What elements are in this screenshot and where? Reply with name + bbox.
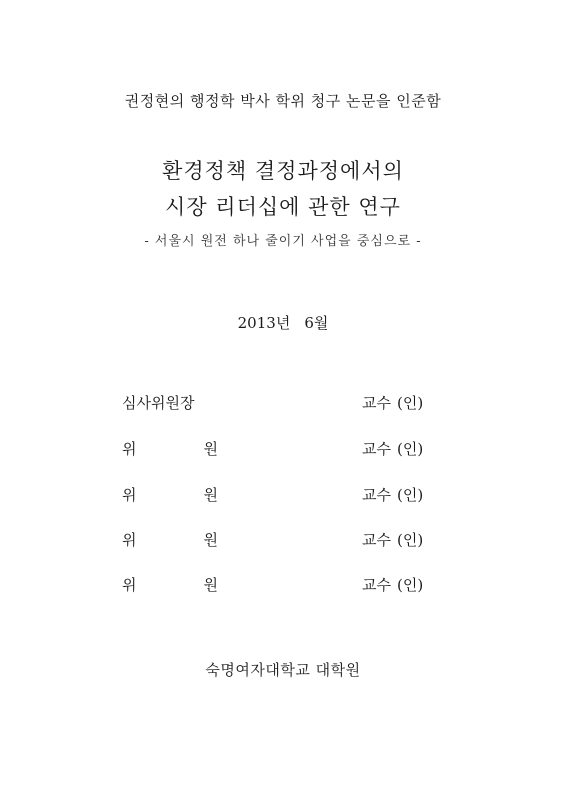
committee-role xyxy=(122,484,218,505)
committee-row xyxy=(0,438,566,462)
committee-row xyxy=(0,392,566,416)
committee-signature xyxy=(362,438,423,459)
committee-row xyxy=(0,574,566,598)
seal-mark: (인) xyxy=(396,486,424,504)
committee-role xyxy=(122,529,218,550)
committee-row xyxy=(0,529,566,553)
thesis-subtitle: - 서울시 원전 하나 줄이기 사업을 중심으로 - xyxy=(144,234,422,249)
thesis-title-line2: 시장 리더십에 관한 연구 xyxy=(165,195,401,219)
committee-signature xyxy=(362,529,423,550)
committee-role-part: 위 xyxy=(122,486,137,504)
thesis-title-line1: 환경정책 결정과정에서의 xyxy=(162,159,404,183)
committee-title: 교수 xyxy=(362,531,391,549)
committee-role xyxy=(122,574,218,595)
committee-role-part: 원 xyxy=(203,576,218,594)
committee-title: 교수 xyxy=(362,394,391,412)
committee-role-part: 위 xyxy=(122,440,137,458)
committee-signature xyxy=(362,484,423,505)
committee-role-part: 원 xyxy=(203,531,218,549)
committee-role: 심사위원장 xyxy=(122,394,195,412)
institution-name: 숙명여자대학교 대학원 xyxy=(205,661,361,679)
seal-mark: (인) xyxy=(396,531,424,549)
committee-title: 교수 xyxy=(362,440,391,458)
committee-title: 교수 xyxy=(362,576,391,594)
committee-signature xyxy=(362,392,423,413)
approval-date xyxy=(0,312,566,333)
date-year: 2013년 xyxy=(237,314,291,332)
committee-role-part: 위 xyxy=(122,576,137,594)
seal-mark: (인) xyxy=(396,394,424,412)
date-month: 6월 xyxy=(304,314,329,332)
committee-role xyxy=(122,438,218,459)
seal-mark: (인) xyxy=(396,440,424,458)
committee-role-part: 원 xyxy=(203,440,218,458)
approval-statement: 권정현의 행정학 박사 학위 청구 논문을 인준함 xyxy=(124,92,442,110)
committee-role-part: 원 xyxy=(203,486,218,504)
committee-title: 교수 xyxy=(362,486,391,504)
committee-row xyxy=(0,484,566,508)
committee-signature xyxy=(362,574,423,595)
committee-role-part: 위 xyxy=(122,531,137,549)
seal-mark: (인) xyxy=(396,576,424,594)
